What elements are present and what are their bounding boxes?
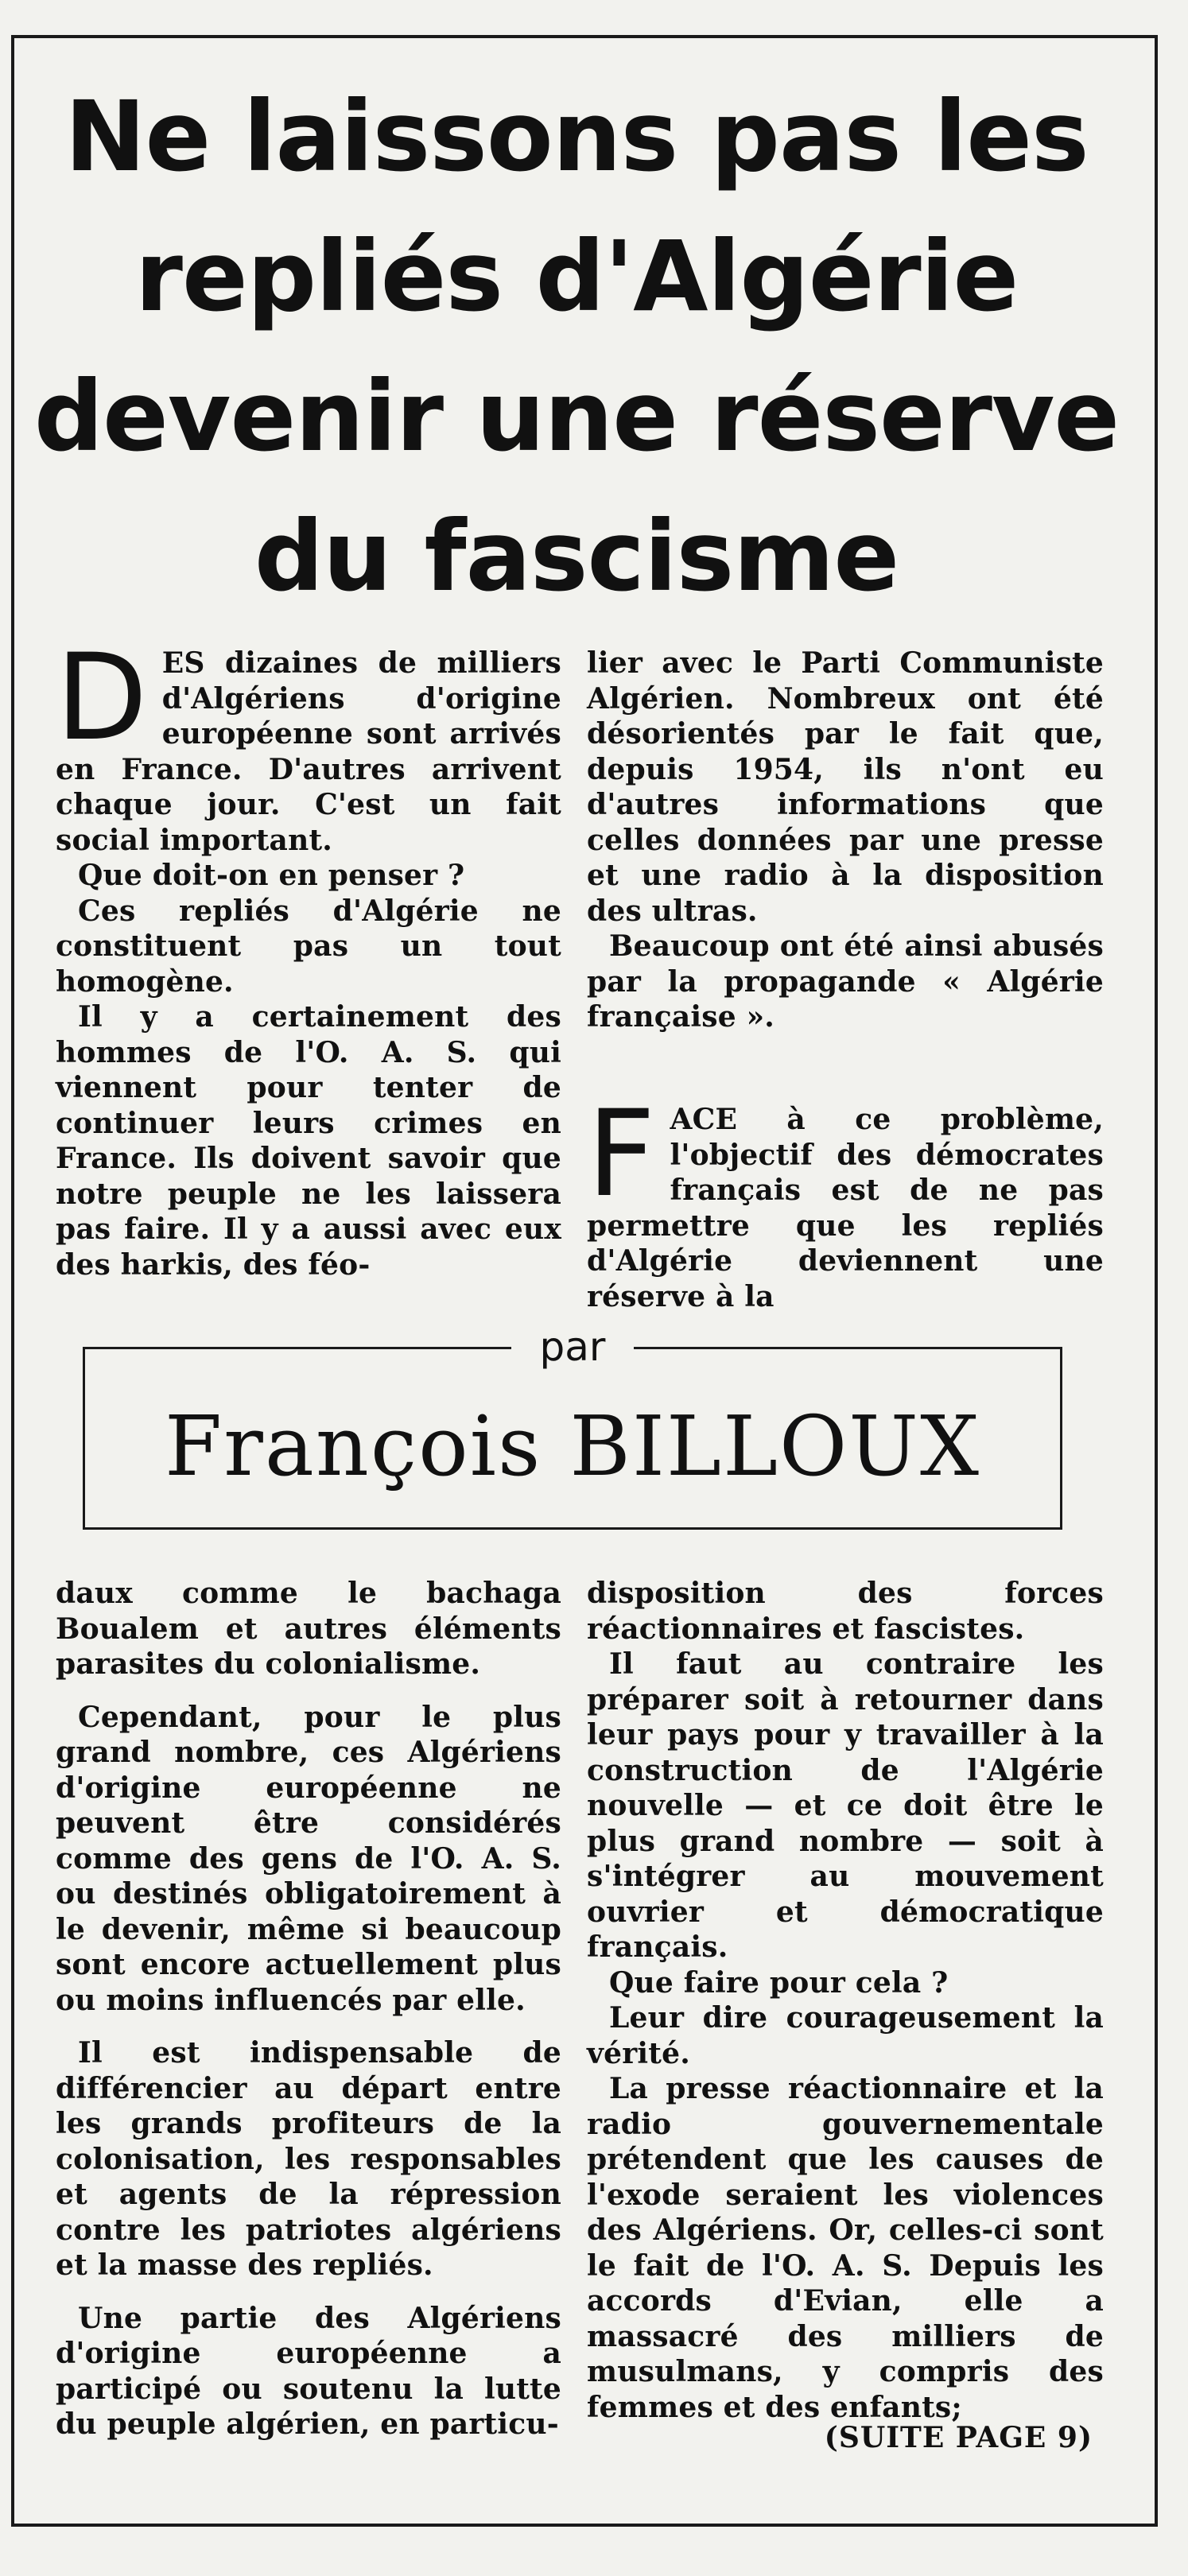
paragraph-text: ES dizaines de milliers d'Algériens d'origine européenne sont arrivés en France. D'autres arrivent chaque jour. C'est un fait social important. [56, 646, 561, 857]
paragraph-text: ACE à ce problème, l'objectif des démocrates français est de ne pas permettre que les repliés d'Algérie deviennent une réserve à la [587, 1103, 1104, 1313]
continued-note: (SUITE PAGE 9) [824, 2421, 1093, 2454]
column-top-left [56, 629, 561, 1282]
paragraph: disposition des forces réactionnaires et fascistes. [587, 1577, 1104, 1646]
paragraph: Que faire pour cela ? [609, 1965, 949, 2000]
paragraph: Il y a certainement des hommes de l'O. A. S. qui viennent pour tenter de continuer leurs crimes en France. Ils doivent savoir que notre peuple ne les laissera pas faire. Il y a aussi avec eux des harkis, des féo- [56, 1000, 561, 1282]
drop-cap: F [587, 1085, 656, 1224]
paragraph [587, 1085, 1104, 1314]
paragraph: daux comme le bachaga Boualem et autres éléments parasites du colonialisme. [56, 1577, 561, 1681]
paragraph: lier avec le Parti Communiste Algérien. Nombreux ont été désorientés par le fait que, depuis 1954, ils n'ont eu d'autres informations que celles données par une presse et une radio à la disposition des ultras. [587, 646, 1104, 928]
paragraph: Que doit-on en penser ? [78, 859, 465, 892]
drop-cap: D [56, 629, 148, 767]
byline-box [83, 1324, 1062, 1530]
paragraph: Ces repliés d'Algérie ne constituent pas un tout homogène. [56, 894, 561, 999]
article-headline: Ne laissons pas les repliés d'Algérie devenir une réserve du fascisme [33, 80, 1120, 613]
paragraph: Beaucoup ont été ainsi abusés par la propagande « Algérie française ». [587, 929, 1104, 1034]
byline-author: François BILLOUX [165, 1398, 980, 1495]
column-mid-right [587, 1085, 1104, 1314]
paragraph: Il est indispensable de différencier au départ entre les grands profiteurs de la colonisation, les responsables et agents de la répression contre les patriotes algériens et la masse des repliés. [56, 2036, 561, 2282]
paragraph [56, 629, 561, 858]
paragraph: La presse réactionnaire et la radio gouvernementale prétendent que les causes de l'exode seraient les violences des Algériens. Or, celles-ci sont le fait de l'O. A. S. Depuis les accords d'Evian, elle a massacré des milliers de musulmans, y compris des femmes et des enfants; [587, 2072, 1104, 2424]
column-top-right [587, 646, 1104, 1035]
paragraph: Leur dire courageusement la vérité. [587, 2001, 1104, 2070]
paragraph: Il faut au contraire les préparer soit à retourner dans leur pays pour y travailler à la construction de l'Algérie nouvelle — et ce doit être le plus grand nombre — soit à s'intégrer au mouvement ouvrier et démocratique français. [587, 1647, 1104, 1964]
paragraph: Cependant, pour le plus grand nombre, ces Algériens d'origine européenne ne peuvent être considérés comme des gens de l'O. A. S. ou destinés obligatoirement à le devenir, même si beaucoup sont encore actuellement plus ou moins influencés par elle. [56, 1700, 561, 2017]
column-bottom-right [587, 1576, 1104, 2425]
column-bottom-left [56, 1576, 561, 2442]
paragraph: Une partie des Algériens d'origine européenne a participé ou soutenu la lutte du peuple algérien, en particu- [56, 2301, 561, 2441]
byline-par: par [511, 1324, 635, 1370]
